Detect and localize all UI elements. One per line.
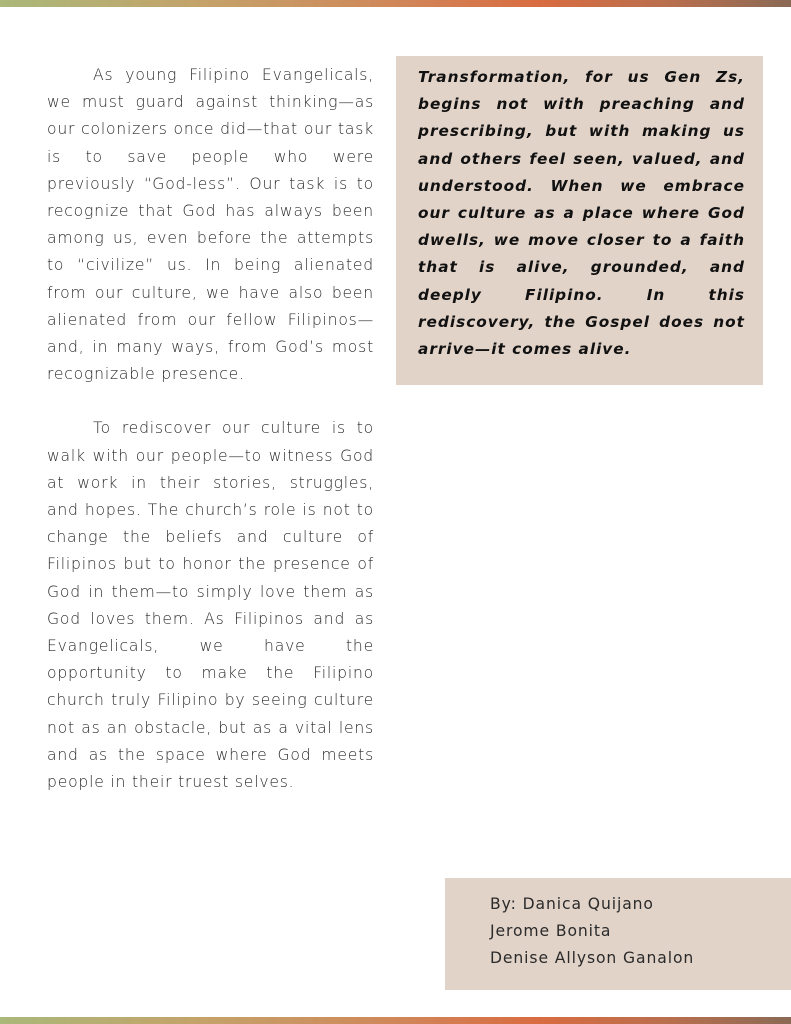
author-line-3: Denise Allyson Ganalon <box>490 949 695 967</box>
top-gradient-bar <box>0 0 791 7</box>
bottom-gradient-bar <box>0 1017 791 1024</box>
body-paragraph-2: To rediscover our culture is to walk with our people—to witness God at work in their stories, struggles, and hopes. The church’s role is not to change the beliefs and culture of Filipinos but to honor the presence of God in them—to simply love them as God loves them. As Filipinos and as Evangelicals, we have the opportunity to make the Filipino church truly Filipino by seeing culture not as an obstacle, but as a vital lens and as the space where God meets people in their truest selves. <box>47 419 374 792</box>
author-credit-box <box>445 878 791 990</box>
pull-quote-text: Transformation, for us Gen Zs, begins not with preaching and prescribing, but with making us and others feel seen, valued, and understood. When we embrace our culture as a place where God dwells, we move closer to a faith that is alive, grounded, and deeply Filipino. In this rediscovery, the Gospel does not arrive—it comes alive. <box>418 68 745 359</box>
author-line-2: Jerome Bonita <box>490 922 612 940</box>
body-paragraph-1: As young Filipino Evangelicals, we must guard against thinking—as our colonizers once did—that our task is to save people who were previously “God-less”. Our task is to recognize that God has always been among us, even before the attempts to “civilize” us. In being alienated from our culture, we have also been alienated from our fellow Filipinos—and, in many ways, from God’s most recognizable presence. <box>47 66 374 384</box>
pull-quote-box <box>396 56 763 385</box>
author-line-1: By: Danica Quijano <box>490 895 654 913</box>
article-body <box>47 62 374 796</box>
